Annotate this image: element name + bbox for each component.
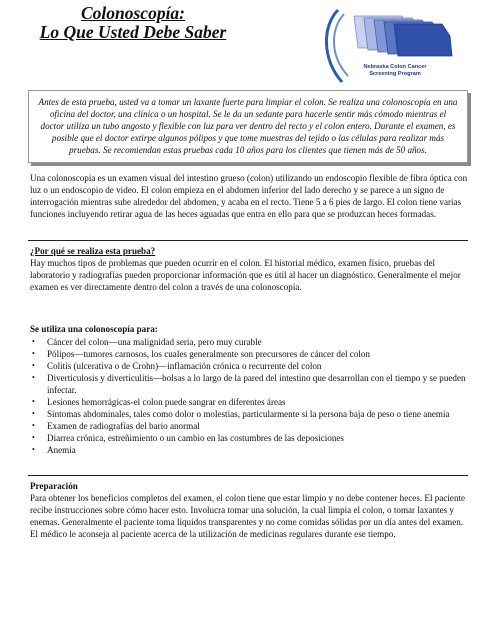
list-item bbox=[30, 396, 470, 408]
bullet-icon: • bbox=[32, 409, 35, 418]
list-item-text: Colitis (ulcerativa o de Crohn)—inflamación crónica o recurrente del colon bbox=[47, 361, 322, 371]
title-line-2: Lo Que Usted Debe Saber bbox=[39, 22, 227, 42]
list-item bbox=[30, 360, 470, 372]
list-item bbox=[30, 420, 470, 432]
bullet-icon: • bbox=[32, 421, 35, 430]
list-item-text: Pólipos—tumores carnosos, los cuales generalmente son precursores de cáncer del colon bbox=[47, 349, 370, 359]
list-item bbox=[30, 372, 470, 396]
divider bbox=[28, 240, 468, 241]
bullet-icon: • bbox=[32, 349, 35, 358]
intro-text: Antes de esta prueba, usted va a tomar un laxante fuerte para limpiar el colon. Se realiza una colonoscopía en una oficina del doctor, una clínica o un hospital. Se le da un sedante para hacerle sentir más cómodo mientras el doctor utiliza un tubo angosto y flexible con luz para ver dentro del recto y el colon entero. Durante el examen, es posible que el doctor extirpe algunos pólipos y que tome muestras del tejido o las células para realizar más pruebas. Se recomiendan estas pruebas cada 10 años para los clientes que tienen más de 50 años. bbox=[38, 97, 458, 155]
bullet-icon: • bbox=[32, 445, 35, 454]
list-item bbox=[30, 348, 470, 360]
divider bbox=[28, 475, 468, 476]
bullet-icon: • bbox=[32, 361, 35, 370]
list-item bbox=[30, 444, 470, 456]
why-heading: ¿Por qué se realiza esta prueba? bbox=[30, 246, 156, 256]
page-title bbox=[28, 4, 238, 42]
bullet-icon: • bbox=[32, 337, 35, 346]
logo-label bbox=[356, 64, 434, 78]
list-item-text: Cáncer del colon—una malignidad seria, pero muy curable bbox=[47, 337, 262, 347]
uses-list bbox=[30, 336, 470, 456]
bullet-icon: • bbox=[32, 373, 35, 382]
bullet-icon: • bbox=[32, 433, 35, 442]
title-line-1: Colonoscopía: bbox=[80, 3, 186, 23]
list-item-text: Anemia bbox=[47, 445, 76, 455]
why-paragraph: Hay muchos tipos de problemas que pueden ocurrir en el colon. El historial médico, examen físico, pruebas del laboratorio y radiografías pueden proporcionar información que es útil al hacer un diagnóstico. Generalmente el mejor examen es ver directamente dentro del colon a través de una colonoscopía. bbox=[30, 258, 461, 292]
list-item bbox=[30, 408, 470, 420]
list-item bbox=[30, 432, 470, 444]
intro-callout bbox=[28, 90, 468, 163]
prep-heading: Preparación bbox=[30, 481, 78, 491]
logo-label-line-1: Nebraska Colon Cancer bbox=[363, 64, 427, 70]
bullet-icon: • bbox=[32, 397, 35, 406]
uses-heading: Se utiliza una colonoscopía para: bbox=[30, 324, 158, 334]
prep-paragraph: Para obtener los beneficios completos del examen, el colon tiene que estar limpio y no debe contener heces. El paciente recibe instrucciones sobre cómo hacer esto. Involucra tomar una solución, la cual limpia el colon, o tomar laxantes y enemas. Generalmente el paciente toma líquidos transparentes y no come comidas sólidas por un día antes del examen. El médico le aconseja al paciente acerca de la utilización de medicinas regulares durante ese tiempo. bbox=[30, 493, 466, 539]
logo-label-line-2: Screening Program bbox=[369, 71, 421, 77]
definition-paragraph: Una colonoscopía es un examen visual del intestino grueso (colon) utilizando un endoscopio flexible de fibra óptica con luz o un endoscopio de video. El colon empieza en el abdomen inferior del lado derecho y se parece a un signo de interrogación mientras sube alrededor del abdomen, y acaba en el recto. Tiene 5 a 6 pies de largo. El colon tiene varias funciones incluyendo retirar agua de las heces aguadas que entra en ello para que se produzcan heces formadas. bbox=[30, 173, 468, 219]
list-item-text: Lesiones hemorrágicas-el colon puede sangrar en diferentes áreas bbox=[47, 397, 286, 407]
list-item bbox=[30, 336, 470, 348]
nebraska-program-logo bbox=[318, 2, 468, 92]
list-item-text: Síntomas abdominales, tales como dolor o molestias, particularmente si la persona baja de peso o tiene anemia bbox=[47, 409, 450, 419]
list-item-text: Diarrea crónica, estreñimiento o un cambio en las costumbres de las deposiciones bbox=[47, 433, 344, 443]
list-item-text: Diverticulosis y diverticulitis—bolsas a lo largo de la pared del intestino que desarrollan con el tiempo y se pueden infectar. bbox=[47, 373, 466, 395]
list-item-text: Examen de radiografías del bario anormal bbox=[47, 421, 200, 431]
